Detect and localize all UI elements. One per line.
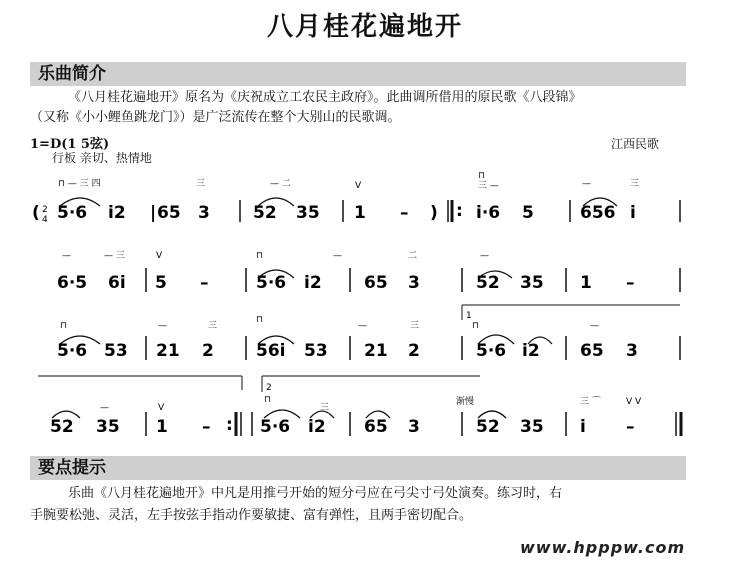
svg-text:⊓: ⊓ xyxy=(264,395,272,405)
tips-paragraph-line-2: 手腕要松弛、灵活，左手按弦手指动作要敏捷、富有弹性，且两手密切配合。 xyxy=(30,508,473,523)
svg-text:i: i xyxy=(630,203,636,223)
svg-text:3: 3 xyxy=(626,341,638,361)
svg-text:35: 35 xyxy=(520,417,544,437)
svg-text:i: i xyxy=(580,417,586,437)
svg-text:3: 3 xyxy=(408,273,420,293)
svg-text:52: 52 xyxy=(476,417,500,437)
svg-text:3: 3 xyxy=(198,203,210,223)
tips-section-heading: 要点提示 xyxy=(30,456,686,480)
svg-text:⊓: ⊓ xyxy=(478,171,486,181)
svg-text:—: — xyxy=(158,321,167,331)
svg-text:1: 1 xyxy=(156,417,168,437)
svg-text:i2: i2 xyxy=(308,417,326,437)
intro-paragraph-line-1: 《八月桂花遍地开》原名为《庆祝成立工农民主政府》。此曲调所借用的原民歌《八段锦》 xyxy=(68,90,582,105)
svg-text:i2: i2 xyxy=(522,341,540,361)
svg-text:— 二: — 二 xyxy=(270,179,291,189)
svg-text:渐慢: 渐慢 xyxy=(456,397,475,407)
svg-text:三: 三 xyxy=(208,321,218,331)
svg-text:21: 21 xyxy=(156,341,180,361)
tempo-marking: 行板 亲切、热情地 xyxy=(52,151,152,165)
svg-text:5·6: 5·6 xyxy=(256,273,287,293)
svg-text:—: — xyxy=(590,321,599,331)
svg-text:5·6: 5·6 xyxy=(476,341,507,361)
svg-text:—: — xyxy=(333,251,342,261)
svg-text:56i: 56i xyxy=(256,341,286,361)
svg-text:35: 35 xyxy=(296,203,320,223)
svg-text:—: — xyxy=(62,251,71,261)
svg-text:—: — xyxy=(100,403,109,413)
svg-text:V: V xyxy=(355,181,362,191)
svg-text:5: 5 xyxy=(155,273,167,293)
svg-text:V: V xyxy=(158,403,165,413)
svg-text:2: 2 xyxy=(42,205,48,215)
score-row-2 xyxy=(57,250,680,293)
key-signature: 1=D(1 5弦) xyxy=(30,137,110,152)
svg-text:2: 2 xyxy=(408,341,420,361)
svg-text:—: — xyxy=(358,321,367,331)
svg-text::: : xyxy=(456,201,463,221)
svg-text:1: 1 xyxy=(466,311,472,321)
svg-text:5·6: 5·6 xyxy=(260,417,291,437)
svg-text:5·6: 5·6 xyxy=(57,341,88,361)
svg-text:⊓: ⊓ xyxy=(60,321,68,331)
svg-text:35: 35 xyxy=(96,417,120,437)
score-row-3 xyxy=(57,305,680,361)
intro-paragraph-line-2: （又称《小小鲤鱼跳龙门》）是广泛流传在整个大别山的民歌调。 xyxy=(30,110,401,125)
svg-text:6i: 6i xyxy=(108,273,126,293)
svg-text:三: 三 xyxy=(196,179,206,189)
svg-text:656: 656 xyxy=(580,203,616,223)
svg-text:52: 52 xyxy=(253,203,277,223)
svg-text:–: – xyxy=(626,273,635,293)
svg-text:—: — xyxy=(480,251,489,261)
svg-text:65: 65 xyxy=(157,203,181,223)
svg-text:i2: i2 xyxy=(304,273,322,293)
score-row-4 xyxy=(38,376,681,437)
svg-text:52: 52 xyxy=(50,417,74,437)
svg-text:–: – xyxy=(200,273,209,293)
svg-text:5·6: 5·6 xyxy=(57,203,88,223)
svg-text:i·6: i·6 xyxy=(476,203,501,223)
svg-text:V V: V V xyxy=(626,397,642,407)
svg-text:21: 21 xyxy=(364,341,388,361)
svg-text:35: 35 xyxy=(520,273,544,293)
tips-paragraph-line-1: 乐曲《八月桂花遍地开》中凡是用推弓开始的短分弓应在弓尖寸弓处演奏。练习时，右 xyxy=(68,486,563,501)
svg-text:–: – xyxy=(400,203,409,223)
svg-text:⊓: ⊓ xyxy=(256,315,264,325)
svg-text:–: – xyxy=(626,417,635,437)
svg-text:—: — xyxy=(582,179,591,189)
svg-text:V: V xyxy=(156,251,163,261)
svg-text:⊓: ⊓ xyxy=(256,251,264,261)
svg-text:53: 53 xyxy=(104,341,128,361)
svg-text:2: 2 xyxy=(202,341,214,361)
song-origin: 江西民歌 xyxy=(611,137,660,151)
site-watermark: www.hpppw.com xyxy=(520,538,686,557)
svg-text:4: 4 xyxy=(42,215,48,225)
svg-text:3: 3 xyxy=(408,417,420,437)
intro-section-heading: 乐曲简介 xyxy=(30,62,686,86)
svg-text:5: 5 xyxy=(522,203,534,223)
svg-text:三: 三 xyxy=(630,179,640,189)
svg-text:1: 1 xyxy=(580,273,592,293)
score-row-1 xyxy=(32,171,680,225)
page-title: 八月桂花遍地开 xyxy=(266,12,463,42)
svg-text:): ) xyxy=(430,203,438,223)
svg-text:|: | xyxy=(150,203,157,223)
svg-text:(: ( xyxy=(32,203,40,223)
svg-text:i2: i2 xyxy=(108,203,126,223)
svg-text:三: 三 xyxy=(320,403,330,413)
svg-text:⊓: ⊓ xyxy=(472,321,480,331)
svg-text:65: 65 xyxy=(364,417,388,437)
svg-text:–: – xyxy=(202,417,211,437)
svg-text:53: 53 xyxy=(304,341,328,361)
svg-text:2: 2 xyxy=(266,383,272,393)
svg-text:三 —: 三 — xyxy=(478,181,499,191)
svg-text:二: 二 xyxy=(408,251,418,261)
svg-text:65: 65 xyxy=(364,273,388,293)
svg-text:6·5: 6·5 xyxy=(57,273,88,293)
svg-text:1: 1 xyxy=(354,203,366,223)
svg-text:— 三: — 三 xyxy=(104,251,125,261)
svg-text:⊓ — 三 四: ⊓ — 三 四 xyxy=(58,179,101,189)
svg-text:52: 52 xyxy=(476,273,500,293)
svg-text::: : xyxy=(226,415,233,435)
svg-text:三: 三 xyxy=(410,321,420,331)
svg-text:65: 65 xyxy=(580,341,604,361)
svg-text:三 ⌒: 三 ⌒ xyxy=(580,397,601,407)
